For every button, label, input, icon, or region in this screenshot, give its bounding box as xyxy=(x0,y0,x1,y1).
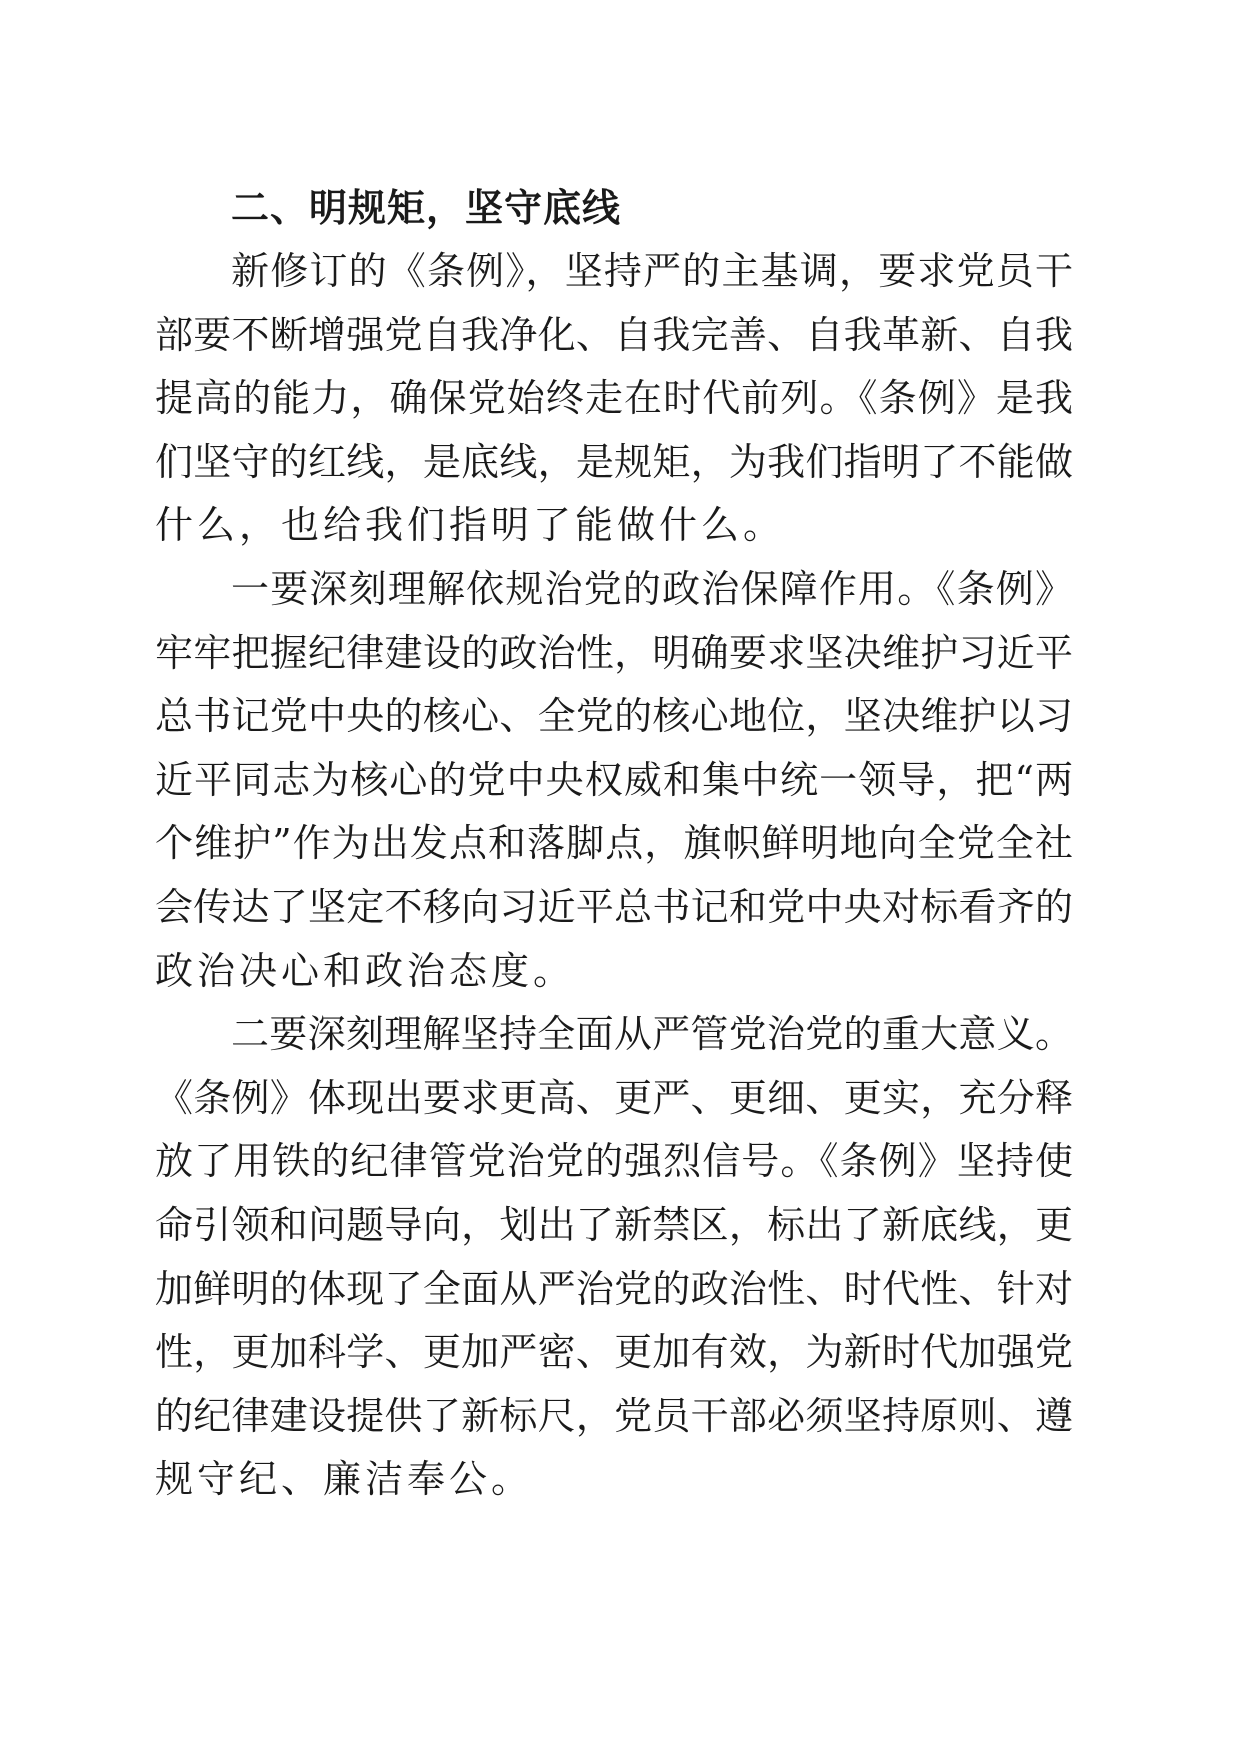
section-heading: 二、明规矩，坚守底线 xyxy=(231,186,622,230)
paragraph-line: 一要深刻理解依规治党的政治保障作用。《条例》 xyxy=(231,566,1073,611)
document-body xyxy=(155,177,1073,1512)
paragraph-line: 个维护”作为出发点和落脚点，旗帜鲜明地向全党全社 xyxy=(155,821,1073,866)
paragraph-line: 加鲜明的体现了全面从严治党的政治性、时代性、针对 xyxy=(155,1266,1073,1311)
paragraph-line: 的纪律建设提供了新标尺，党员干部必须坚持原则、遵 xyxy=(155,1393,1073,1438)
paragraph-line: 总书记党中央的核心、全党的核心地位，坚决维护以习 xyxy=(155,694,1073,739)
paragraph-line: 部要不断增强党自我净化、自我完善、自我革新、自我 xyxy=(155,312,1073,357)
paragraph-line: 会传达了坚定不移向习近平总书记和党中央对标看齐的 xyxy=(155,884,1073,929)
paragraph-line: 命引领和问题导向，划出了新禁区，标出了新底线，更 xyxy=(155,1202,1073,1247)
paragraph-line: 《条例》体现出要求更高、更严、更细、更实，充分释 xyxy=(155,1075,1073,1120)
paragraph-line: 规守纪、廉洁奉公。 xyxy=(155,1457,534,1502)
paragraph-line: 新修订的《条例》，坚持严的主基调，要求党员干 xyxy=(231,249,1073,293)
paragraph-line: 二要深刻理解坚持全面从严管党治党的重大意义。 xyxy=(231,1012,1073,1057)
paragraph-line: 牢牢把握纪律建设的政治性，明确要求坚决维护习近平 xyxy=(155,630,1073,675)
paragraph-line: 们坚守的红线，是底线，是规矩，为我们指明了不能做 xyxy=(155,439,1073,484)
paragraph-intro xyxy=(155,240,1073,558)
paragraph-line: 近平同志为核心的党中央权威和集中统一领导，把“两 xyxy=(155,757,1073,802)
paragraph-point-two xyxy=(155,1003,1073,1512)
paragraph-line: 什么，也给我们指明了能做什么。 xyxy=(155,503,786,548)
paragraph-line: 政治决心和政治态度。 xyxy=(155,948,576,993)
paragraph-line: 提高的能力，确保党始终走在时代前列。《条例》是我 xyxy=(155,376,1073,421)
paragraph-line: 放了用铁的纪律管党治党的强烈信号。《条例》坚持使 xyxy=(155,1139,1073,1184)
paragraph-line: 性，更加科学、更加严密、更加有效，为新时代加强党 xyxy=(155,1330,1073,1375)
paragraph-point-one xyxy=(155,558,1073,1003)
